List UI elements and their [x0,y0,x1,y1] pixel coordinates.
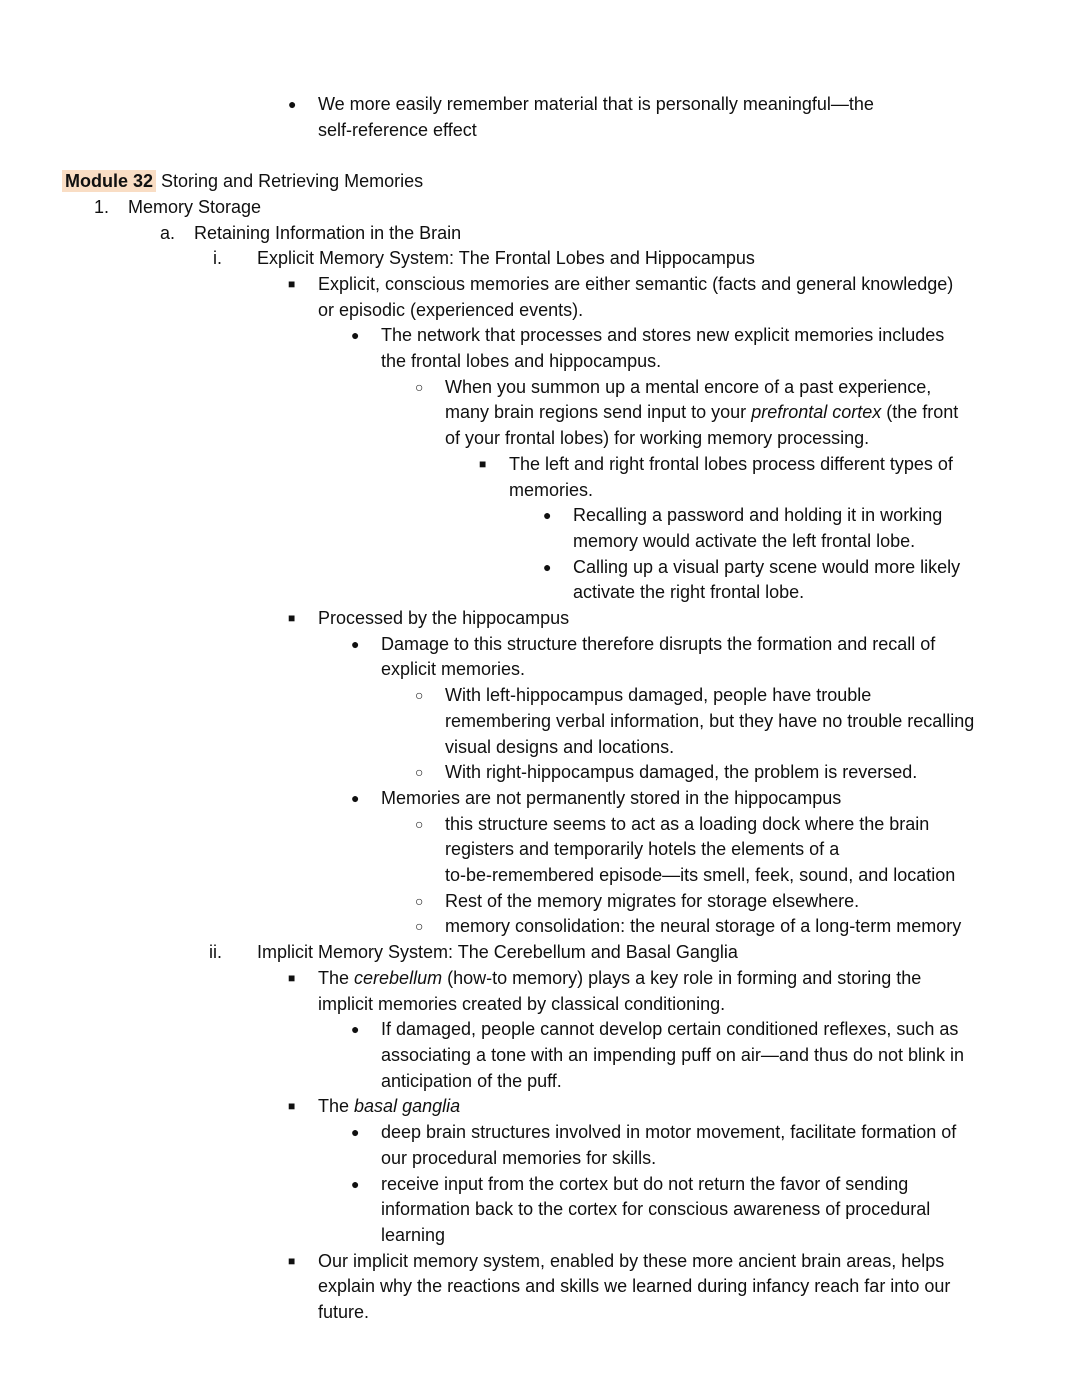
text-line [381,632,1080,658]
text-run: receive input from the cortex but do not return the favor of sending [381,1173,909,1194]
text-line [257,940,1080,966]
list-item [0,812,1080,889]
list-item [0,760,1080,786]
text-run: implicit memories created by classical conditioning. [318,993,726,1014]
list-number: a. [160,222,176,243]
dot-bullet-icon: ● [351,327,360,344]
text-line [381,349,1080,375]
square-bullet-icon: ■ [288,276,296,291]
text-line [318,298,1080,324]
text-run: With left-hippocampus damaged, people have trouble [445,685,872,706]
list-item [0,272,1080,323]
square-bullet-icon: ■ [479,456,487,471]
text-line [573,555,1080,581]
text-run: remembering verbal information, but they have no trouble recalling [445,710,975,731]
dot-bullet-icon: ● [288,96,297,112]
list-item [0,221,1080,247]
circle-bullet-icon: ○ [415,764,424,781]
text-run: explicit memories. [381,659,526,680]
text-run: memory would activate the left frontal lobe. [573,530,916,551]
list-number: ii. [209,942,222,963]
text-line [381,1146,1080,1172]
text-line [445,914,1080,940]
circle-bullet-icon: ○ [415,815,424,832]
text-line [381,1043,1080,1069]
dot-bullet-icon: ● [543,558,552,575]
blank-line [0,143,1080,169]
list-item [0,503,1080,554]
text-run: our procedural memories for skills. [381,1147,657,1168]
dot-bullet-icon: ● [351,635,360,652]
square-bullet-icon: ■ [288,611,296,626]
text-run: The left and right frontal lobes process different types of [509,453,953,474]
text-line [381,786,1080,812]
text-run: Processed by the hippocampus [318,608,570,629]
text-line [381,323,1080,349]
text-run: the frontal lobes and hippocampus. [381,351,662,372]
text-run: Memory Storage [128,196,262,217]
text-run: of your frontal lobes) for working memory processing. [445,428,870,449]
text-run: The network that processes and stores new explicit memories includes [381,325,945,346]
text-run: Rest of the memory migrates for storage elsewhere. [445,890,860,911]
text-run: Our implicit memory system, enabled by these more ancient brain areas, helps [318,1250,945,1271]
dot-bullet-icon: ● [351,1021,360,1038]
text-run: Memories are not permanently stored in the hippocampus [381,787,842,808]
text-line [573,529,1080,555]
text-run: Damage to this structure therefore disrupts the formation and recall of [381,633,936,654]
text-line [318,1274,1080,1300]
text-line [318,1300,1080,1326]
text-run: The [318,1096,355,1117]
text-line [445,400,1080,426]
list-item [0,889,1080,915]
list-item [0,606,1080,632]
text-run: (how-to memory) plays a key role in forming and storing the [442,967,922,988]
text-line [194,221,1080,247]
text-run: deep brain structures involved in motor movement, facilitate formation of [381,1122,957,1143]
text-run: When you summon up a mental encore of a past experience, [445,376,932,397]
circle-bullet-icon: ○ [415,687,424,704]
text-run: activate the right frontal lobe. [573,582,805,603]
square-bullet-icon: ■ [288,1099,296,1114]
list-item [0,452,1080,503]
text-run: Explicit, conscious memories are either semantic (facts and general knowledge) [318,273,954,294]
list-item [0,914,1080,940]
text-run: many brain regions send input to your [445,402,752,423]
text-line [128,195,1080,221]
text-run: to-be-remembered episode—its smell, feek, sound, and location [445,865,956,886]
text-run: Calling up a visual party scene would more likely [573,556,961,577]
square-bullet-icon: ■ [288,970,296,985]
text-run: Storing and Retrieving Memories [156,171,424,192]
module-heading [0,169,1080,195]
text-run: The [318,967,355,988]
list-item [0,786,1080,812]
list-item [0,555,1080,606]
text-run: With right-hippocampus damaged, the problem is reversed. [445,762,918,783]
text-line [381,657,1080,683]
text-line [318,1249,1080,1275]
text-run: Retaining Information in the Brain [194,222,462,243]
text-line [445,760,1080,786]
text-line [445,863,1080,889]
list-item [0,940,1080,966]
text-run: or episodic (experienced events). [318,299,584,320]
text-line [509,478,1080,504]
list-item [0,1094,1080,1120]
text-run: information back to the cortex for conscious awareness of procedural [381,1199,931,1220]
text-line [381,1017,1080,1043]
square-bullet-icon: ■ [288,1253,296,1268]
text-run: anticipation of the puff. [381,1070,562,1091]
text-line [573,580,1080,606]
dot-bullet-icon: ● [543,507,552,524]
list-item [0,195,1080,221]
text-line [381,1197,1080,1223]
text-line [318,966,1080,992]
text-line [445,889,1080,915]
dot-bullet-icon: ● [351,1124,360,1141]
list-item [0,1017,1080,1094]
text-run: explain why the reactions and skills we learned during infancy reach far into our [318,1276,951,1297]
list-item [0,1172,1080,1249]
text-run: If damaged, people cannot develop certain conditioned reflexes, such as [381,1019,959,1040]
text-line [445,837,1080,863]
text-run: associating a tone with an impending puff on air—and thus do not blink in [381,1045,965,1065]
text-line [445,812,1080,838]
text-line [381,1172,1080,1198]
list-item [0,323,1080,374]
text-line [445,735,1080,761]
text-line [257,246,1080,272]
text-line [381,1120,1080,1146]
list-item [0,1120,1080,1171]
dot-bullet-icon: ● [351,1175,360,1192]
text-line [573,503,1080,529]
text-run: basal ganglia [354,1096,461,1117]
text-line [318,92,1080,118]
text-run: prefrontal cortex [751,402,882,423]
highlighted-text: Module 32 [62,170,156,192]
list-item [0,683,1080,760]
text-line [318,272,1080,298]
text-line [445,426,1080,452]
text-run: (the front [881,402,959,423]
text-line [318,606,1080,632]
list-number: 1. [94,196,110,217]
text-line [381,1223,1080,1249]
list-item [0,375,1080,452]
text-line [318,1094,1080,1120]
text-line [62,169,1080,195]
list-number: i. [213,248,222,269]
text-line [445,375,1080,401]
text-run: Recalling a password and holding it in working [573,505,943,526]
text-run: memories. [509,479,594,500]
text-line [509,452,1080,478]
text-run: memory consolidation: the neural storage of a long-term memory [445,916,962,937]
text-line [381,1069,1080,1095]
text-run: future. [318,1302,370,1323]
circle-bullet-icon: ○ [415,918,424,935]
text-run: cerebellum [354,967,443,988]
text-line [318,992,1080,1018]
dot-bullet-icon: ● [351,789,360,806]
text-line [445,683,1080,709]
list-item [0,1249,1080,1326]
circle-bullet-icon: ○ [415,378,424,395]
text-run: Implicit Memory System: The Cerebellum and Basal Ganglia [257,942,738,963]
text-run: learning [381,1224,446,1245]
text-run: visual designs and locations. [445,736,675,757]
list-item [0,92,1080,143]
text-line [318,118,1080,144]
text-run: registers and temporarily hotels the elements of a [445,839,840,860]
circle-bullet-icon: ○ [415,892,424,909]
list-item [0,632,1080,683]
text-run: We more easily remember material that is personally meaningful—the [318,94,874,114]
list-item [0,966,1080,1017]
list-item [0,246,1080,272]
text-line [445,709,1080,735]
text-run: this structure seems to act as a loading dock where the brain [445,813,930,834]
text-run: Explicit Memory System: The Frontal Lobes and Hippocampus [257,248,755,269]
text-run: self-reference effect [318,119,477,140]
